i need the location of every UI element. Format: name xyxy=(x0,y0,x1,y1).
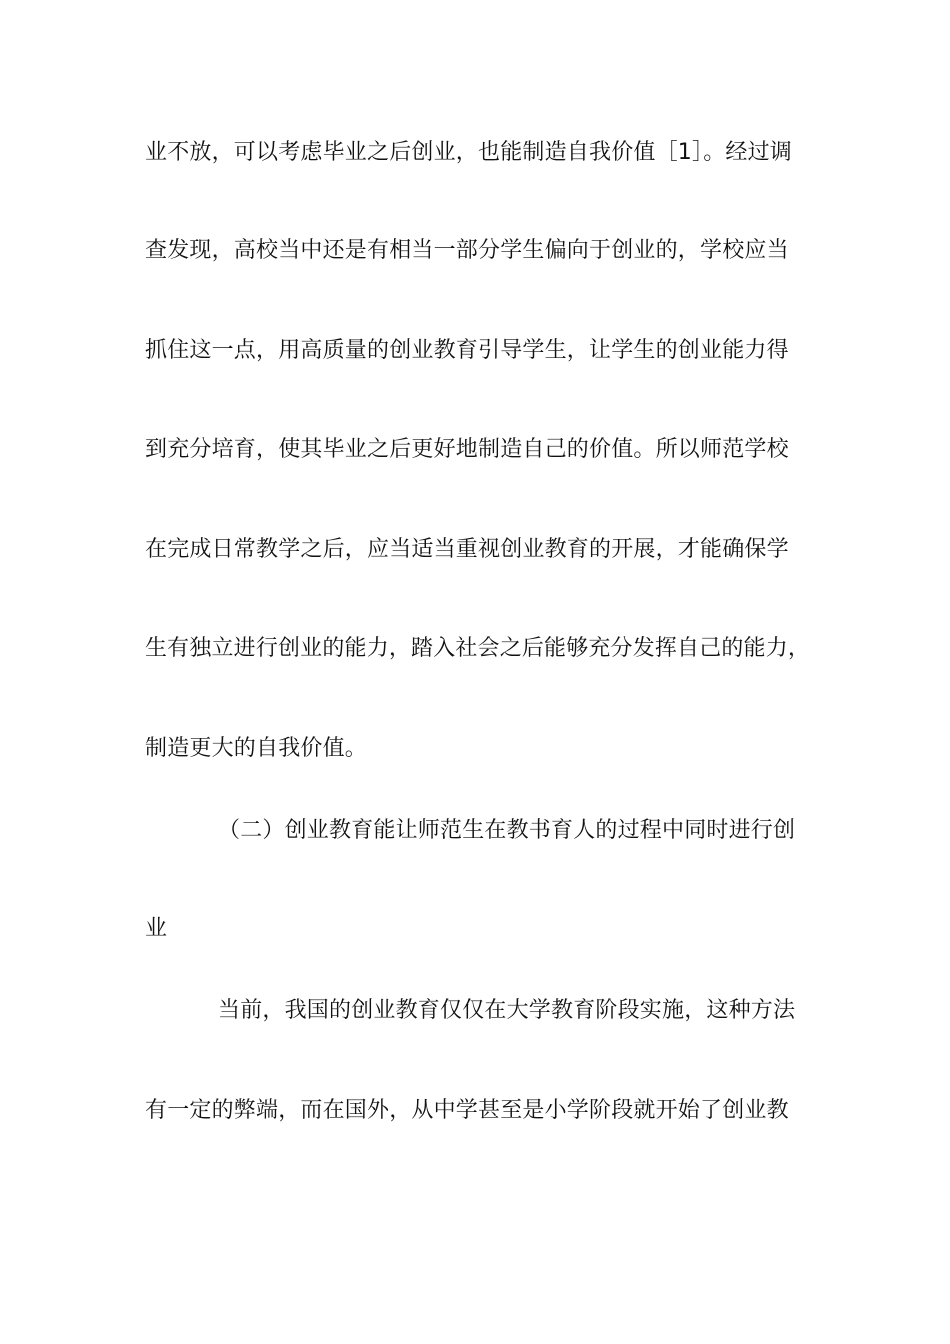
paragraph-line: 在完成日常教学之后，应当适当重视创业教育的开展，才能确保学 xyxy=(145,537,789,562)
paragraph-line: 查发现，高校当中还是有相当一部分学生偏向于创业的，学校应当 xyxy=(145,238,789,263)
paragraph-line: 有一定的弊端，而在国外，从中学甚至是小学阶段就开始了创业教 xyxy=(145,1098,789,1123)
paragraph-line: 业不放，可以考虑毕业之后创业，也能制造自我价值［1］。经过调 xyxy=(145,140,792,165)
paragraph-line: 抓住这一点，用高质量的创业教育引导学生，让学生的创业能力得 xyxy=(145,338,789,363)
section-heading: （二）创业教育能让师范生在教书育人的过程中同时进行创 xyxy=(218,818,796,843)
paragraph-line: 生有独立进行创业的能力，踏入社会之后能够充分发挥自己的能力， xyxy=(145,636,811,661)
paragraph-line: 当前，我国的创业教育仅仅在大学教育阶段实施，这种方法 xyxy=(218,998,796,1023)
paragraph-line: 到充分培育，使其毕业之后更好地制造自己的价值。所以师范学校 xyxy=(145,437,789,462)
section-heading-continuation: 业 xyxy=(145,916,168,941)
paragraph-line: 制造更大的自我价值。 xyxy=(145,736,368,761)
